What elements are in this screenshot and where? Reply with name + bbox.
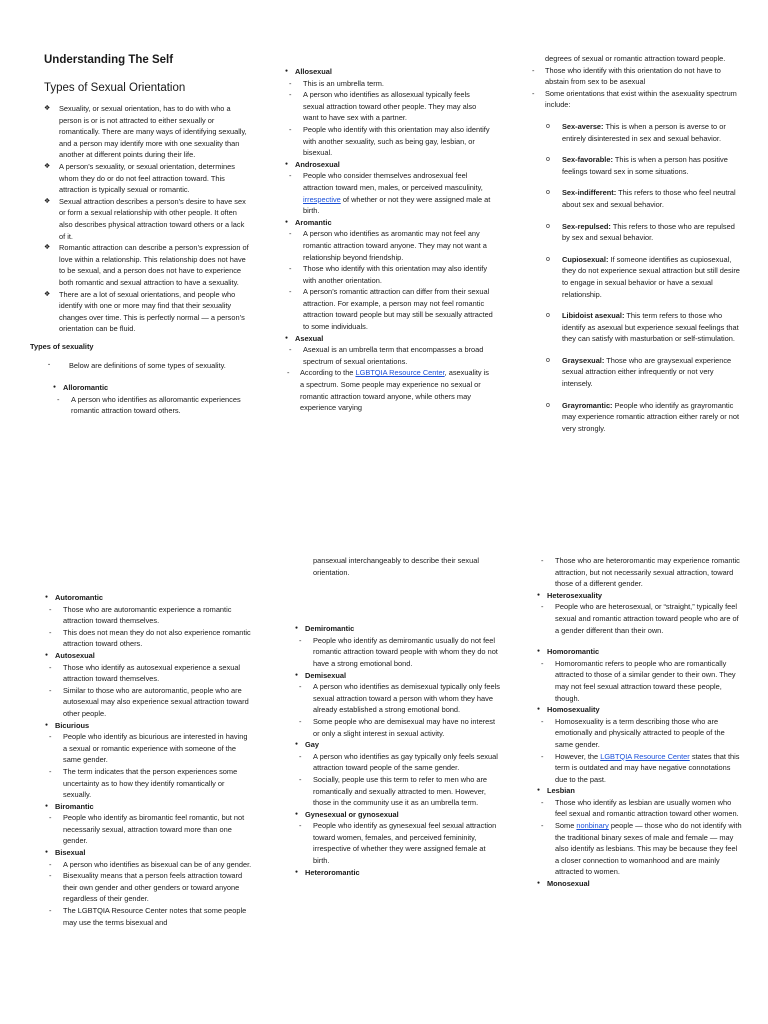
definition-point: - Socially, people use this term to refer to men who are romantically and sexually attracted to men. However, those in the community use it as an umbrella term. [295, 774, 500, 809]
definition-point: - A person’s romantic attraction can differ from their sexual attraction. For example, a person may not feel romantic attraction toward people but may still be sexually attracted to some individuals. [285, 286, 493, 332]
definition-point: - A person who identifies as allosexual typically feels sexual attraction toward other people. They may also want to have sex with a partner. [285, 89, 493, 124]
asexual-subtype: o Graysexual: Those who are graysexual experience sexual attraction either infrequently or not very intensely. [544, 355, 740, 390]
definition-point: - People who are heterosexual, or “straight,” typically feel sexual and romantic attraction toward people who are of a gender different than their own. [537, 601, 742, 636]
text-segment: However, the [555, 751, 599, 761]
intro-point: ❖ Sexuality, or sexual orientation, has to do with who a person is or is not attracted to either sexually or romantically. There are many ways of identifying sexually, and a person may identify more with one sexuality than another at different points during their life. [44, 103, 252, 161]
text-segment: , asexuality is a spectrum. Some people may experience no sexual or romantic attraction toward anyone, while others may experience varying [300, 368, 489, 413]
definition-point: - Some orientations that exist within the asexuality spectrum include: [530, 88, 740, 111]
intro-point: ❖ There are a lot of sexual orientations, and people who identify with one or more may find that their sexuality changes over time. This is perfectly normal — a person’s orientation can be fluid. [44, 289, 252, 335]
page1-column-3 [530, 53, 740, 444]
types-intro: · Below are definitions of some types of sexuality. [44, 360, 252, 372]
definition-point: - Those who are autoromantic experience a romantic attraction toward themselves. [45, 604, 253, 627]
lgbtqia-resource-center-link[interactable]: LGBTQIA Resource Center [600, 751, 690, 761]
term-heteroromantic: ● Heteroromantic [295, 867, 500, 879]
definition-point: - Similar to those who are autoromantic, people who are autosexual may also experience sexual attraction toward other people. [45, 685, 253, 720]
document-title: Understanding The Self [44, 54, 174, 66]
term-alloromantic: ● Alloromantic [53, 382, 252, 394]
definition-point: - People who identify as gynesexual feel sexual attraction toward women, females, and perceived femininity, irrespective of whether they were assigned female at birth. [295, 820, 500, 866]
document-subtitle: Types of Sexual Orientation [44, 82, 186, 94]
intro-point: ❖ A person’s sexuality, or sexual orientation, determines whom they do or do not feel attraction toward. This attraction is typically sexual or romantic. [44, 161, 252, 196]
page1-column-2 [285, 66, 493, 414]
definition-point: - A person who identifies as bisexual can be of any gender. [45, 859, 253, 871]
definition-point: - Those who identify as autosexual experience a sexual attraction toward themselves. [45, 662, 253, 685]
text-segment: Some [555, 821, 575, 831]
definition-point: - Those who identify with this orientation do not have to abstain from sex to be asexual [530, 65, 740, 88]
term-allosexual: ● Allosexual [285, 66, 493, 78]
text-segment: According to the [300, 368, 354, 378]
continued-text: degrees of sexual or romantic attraction toward people. [545, 54, 726, 63]
definition-point: - Bisexuality means that a person feels attraction toward their own gender and other genders or toward anyone regardless of their gender. [45, 870, 253, 905]
definition-point: - People who identify as biromantic feel romantic, but not necessarily sexual, attraction toward more than one gender. [45, 812, 253, 847]
term-gay: ● Gay [295, 739, 500, 751]
definition-point: - People who identify as demiromantic usually do not feel romantic attraction toward people with whom they do not have a strong emotional bond. [295, 635, 500, 670]
term-gynesexual: ● Gynesexual or gynosexual [295, 809, 500, 821]
definition-point: - Those who identify with this orientation may also identify with another orientation. [285, 263, 493, 286]
definition-point: - A person who identifies as alloromantic experiences romantic attraction toward others. [53, 394, 252, 417]
definition-point: - This does not mean they do not also experience romantic attraction toward others. [45, 627, 253, 650]
asexual-subtype: o Sex-favorable: This is when a person has positive feelings toward sex in some situations. [544, 154, 740, 177]
lgbtqia-resource-center-link[interactable]: LGBTQIA Resource Center [355, 368, 445, 378]
definition-point: - Homosexuality is a term describing those who are emotionally and physically attracted to people of the same gender. [537, 716, 742, 751]
definition-point: - People who identify with this orientation may also identify with another sexuality, such as being gay, lesbian, or bisexual. [285, 124, 493, 159]
term-homoromantic: ● Homoromantic [537, 646, 742, 658]
text-segment: states that this term is outdated and may have negative connotations due to the past. [555, 751, 740, 784]
irrespective-link[interactable]: irrespective [303, 194, 341, 204]
term-asexual: ● Asexual [285, 333, 493, 345]
definition-point: - A person who identifies as aromantic may not feel any romantic attraction toward anyone. They may not want a relationship beyond friendship. [285, 228, 493, 263]
page2-column-1 [45, 592, 253, 928]
term-demisexual: ● Demisexual [295, 670, 500, 682]
nonbinary-link[interactable]: nonbinary [576, 821, 609, 831]
term-bicurious: ● Bicurious [45, 720, 253, 732]
definition-point [537, 820, 742, 878]
asexual-subtype: o Grayromantic: People who identify as grayromantic may experience romantic attraction either rarely or not very strongly. [544, 400, 740, 435]
text-segment: people — those who do not identify with the traditional binary sexes of male and female — may also identify as lesbians. This may be because they feel a closer connection to womanhood and are mainly attracted to women. [555, 821, 742, 877]
text-segment: of whether or not they were assigned male at birth. [303, 194, 491, 216]
definition-point: - The LGBTQIA Resource Center notes that some people may use the terms bisexual and [45, 905, 253, 928]
asexual-subtype: o Sex-repulsed: This refers to those who are repulsed by sex and sexual behavior. [544, 221, 740, 244]
definition-point [537, 751, 742, 786]
term-autosexual: ● Autosexual [45, 650, 253, 662]
intro-point: ❖ Sexual attraction describes a person’s desire to have sex or form a sexual relationship with other people. It often also describes physical attraction toward others or a lack of it. [44, 196, 252, 242]
page2-column-3 [537, 555, 742, 890]
intro-point: ❖ Romantic attraction can describe a person’s expression of love within a relationship. This relationship does not have to be sexual, and a person does not have to experience both romantic and sexual attraction to have a sexuality. [44, 242, 252, 288]
definition-point [285, 170, 493, 216]
definition-point: - The term indicates that the person experiences some uncertainty as to how they identify romantically or sexually. [45, 766, 253, 801]
asexual-subtype: o Cupiosexual: If someone identifies as cupiosexual, they do not experience sexual attraction but still desire to engage in sexual behavior or have a sexual relationship. [544, 254, 740, 300]
asexual-subtype: o Libidoist asexual: This term refers to those who identify as asexual but experience sexual feelings that they can satisfy with masturbation or self-stimulation. [544, 310, 740, 345]
term-biromantic: ● Biromantic [45, 801, 253, 813]
page1-column-1 [30, 53, 252, 417]
definition-point: - People who identify as bicurious are interested in having a sexual or romantic experience with someone of the same gender. [45, 731, 253, 766]
definition-point: - A person who identifies as gay typically only feels sexual attraction toward people of the same gender. [295, 751, 500, 774]
term-lesbian: ● Lesbian [537, 785, 742, 797]
definition-point: - Those who are heteroromantic may experience romantic attraction, but not necessarily sexual attraction, toward those of a different gender. [537, 555, 742, 590]
term-autoromantic: ● Autoromantic [45, 592, 253, 604]
definition-point: - A person who identifies as demisexual typically only feels sexual attraction toward a person with whom they have already established a strong emotional bond. [295, 681, 500, 716]
definition-point: - Homoromantic refers to people who are romantically attracted to those of a similar gender to their own. They may not feel sexual attraction toward these people, though. [537, 658, 742, 704]
term-androsexual: ● Androsexual [285, 159, 493, 171]
definition-point: - Those who identify as lesbian are usually women who feel sexual and romantic attraction toward other women. [537, 797, 742, 820]
term-bisexual: ● Bisexual [45, 847, 253, 859]
definition-point: - Asexual is an umbrella term that encompasses a broad spectrum of sexual orientations. [285, 344, 493, 367]
asexual-subtype: o Sex-averse: This is when a person is averse to or entirely disinterested in sex and sexual behavior. [544, 121, 740, 144]
term-demiromantic: ● Demiromantic [295, 623, 500, 635]
definition-point [285, 367, 493, 413]
definition-point: - Some people who are demisexual may have no interest or only a slight interest in sexual activity. [295, 716, 500, 739]
continued-text: pansexual interchangeably to describe their sexual orientation. [313, 556, 479, 577]
page2-column-2 [295, 555, 500, 878]
types-heading: Types of sexuality [30, 341, 94, 351]
asexual-subtype: o Sex-indifferent: This refers to those who feel neutral about sex and sexual behavior. [544, 187, 740, 210]
definition-point: - This is an umbrella term. [285, 78, 493, 90]
term-heterosexuality: ● Heterosexuality [537, 590, 742, 602]
text-segment: People who consider themselves androsexual feel attraction toward men, males, or perceived masculinity, [303, 171, 483, 192]
term-aromantic: ● Aromantic [285, 217, 493, 229]
term-homosexuality: ● Homosexuality [537, 704, 742, 716]
term-monosexual: ● Monosexual [537, 878, 742, 890]
